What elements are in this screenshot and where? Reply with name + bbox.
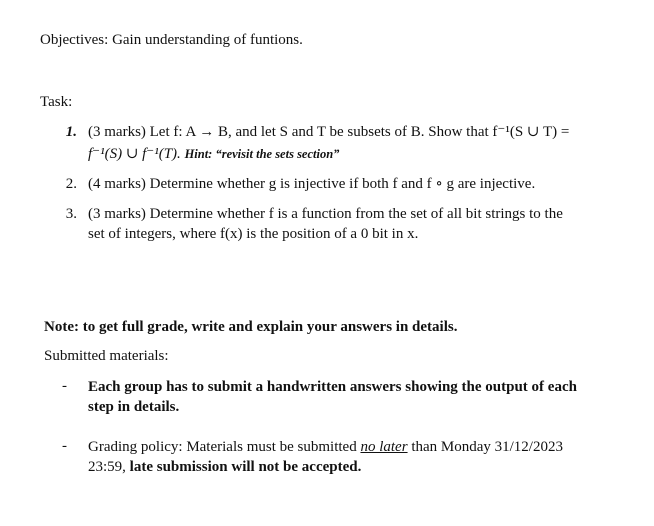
task-2-text: (4 marks) Determine whether g is injective if both f and f ∘ g are injective. [88, 176, 536, 192]
bullet-1-line-1: Each group has to submit a handwritten answers showing the output of each [88, 379, 577, 395]
grading-policy-text: Grading policy: Materials must be submitted [88, 439, 361, 455]
bullet-1-line-2: step in details. [88, 399, 180, 415]
task-1-number: 1. [65, 124, 77, 140]
task-1-line-2 [88, 144, 623, 164]
task-3-number: 3. [65, 206, 77, 222]
task-label: Task: [40, 94, 73, 110]
submitted-materials-label: Submitted materials: [44, 348, 169, 364]
task-1-line-1: (3 marks) Let f: A → B, and let S and T be subsets of B. Show that f⁻¹(S ∪ T) = [88, 124, 570, 140]
bullet-2-dash: - [62, 438, 67, 454]
bullet-2-line-2 [88, 457, 618, 477]
deadline-date: than Monday 31/12/2023 [407, 439, 563, 455]
note-text: Note: to get full grade, write and explain your answers in details. [44, 319, 458, 335]
task-3-line-2: set of integers, where f(x) is the position of a 0 bit in x. [88, 226, 419, 242]
no-later-emphasis: no later [360, 439, 408, 455]
late-submission-warning: late submission will not be accepted. [129, 459, 362, 475]
bullet-1-dash: - [62, 378, 67, 394]
task-2-number: 2. [65, 176, 77, 192]
task-1-formula: f⁻¹(S) ∪ f⁻¹(T). [88, 146, 181, 162]
task-3-line-1: (3 marks) Determine whether f is a function from the set of all bit strings to the [88, 206, 563, 222]
task-1-hint: Hint: “revisit the sets section” [184, 147, 340, 161]
objectives-heading: Objectives: Gain understanding of funtions. [40, 32, 303, 48]
bullet-2-line-1 [88, 437, 618, 457]
deadline-time: 23:59, [88, 459, 130, 475]
